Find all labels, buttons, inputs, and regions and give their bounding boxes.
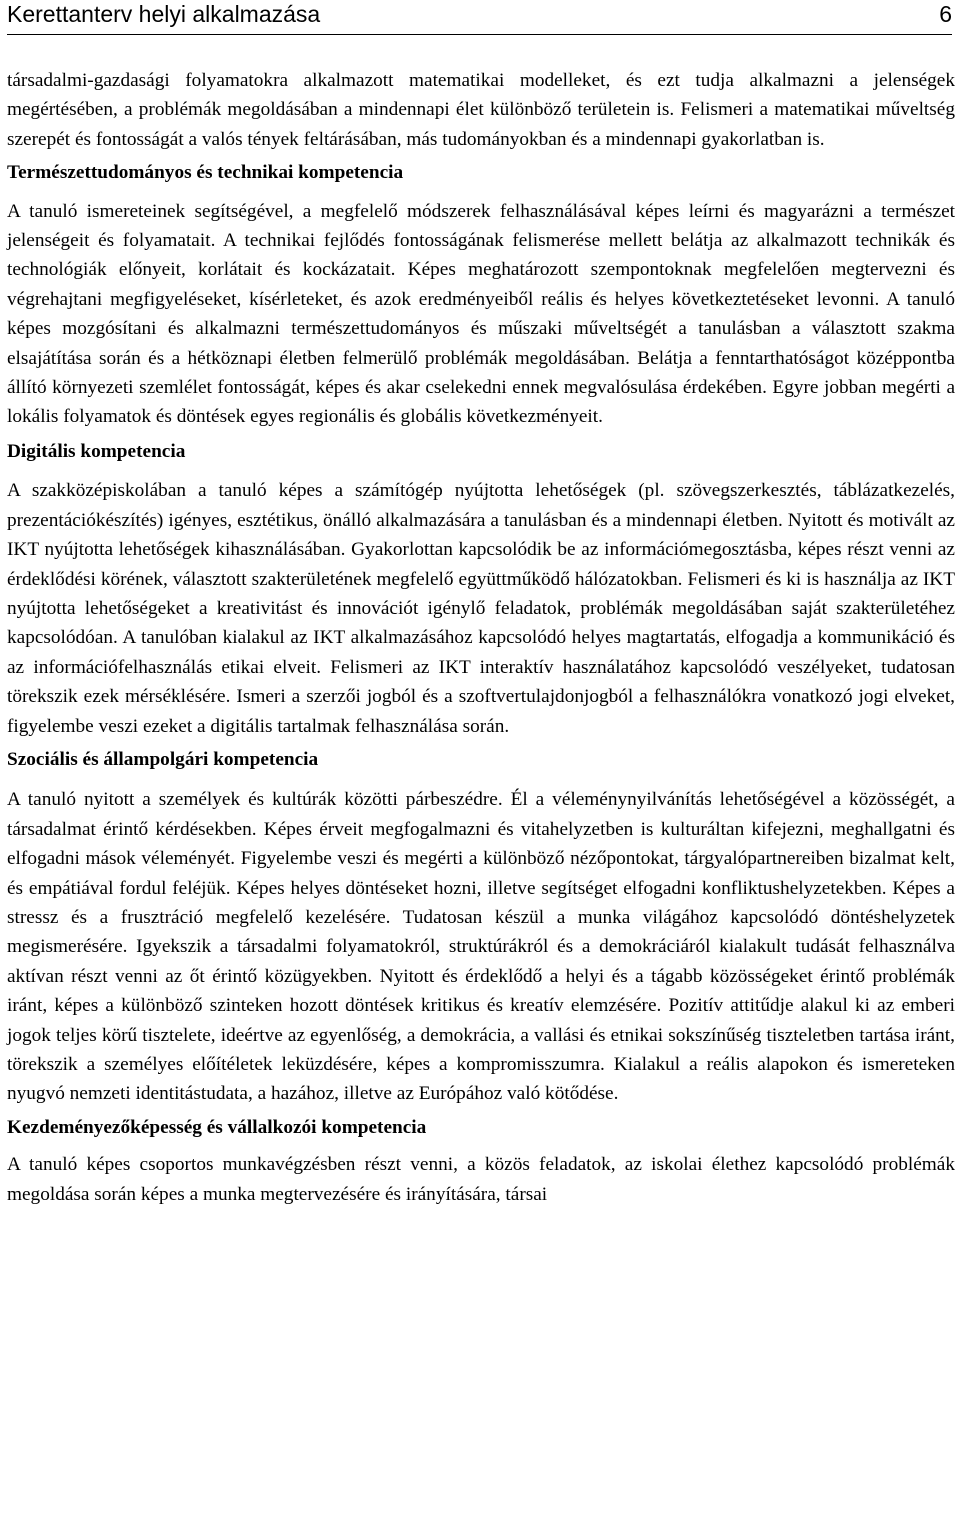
section-body-natural-science: A tanuló ismereteinek segítségével, a megfelelő módszerek felhasználásával képes leírni és magyarázni a természet jelenségeit és folyamatait. A technikai fejlődés fontosságának felismerése mellett belátja az alkalmazott technikák és technológiák előnyeit, korlátait és kockázatait. Képes meghatározott szempontoknak megfelelően megtervezni és végrehajtani megfigyeléseket, kísérleteket, és azok eredményeiből reális és helyes következtetéseket levonni. A tanuló képes mozgósítani és alkalmazni természettudományos és műszaki műveltségét a tanulásban a választott szakma elsajátítása során és a hétköznapi életben felmerülő problémák megoldásában. Belátja a fenntarthatóságot középpontba állító környezeti szemlélet fontosságát, képes és akar cselekedni ennek megvalósulása érdekében. Egyre jobban megérti a lokális folyamatok és döntések egyes regionális és globális következményeit.	[7, 200, 955, 428]
page-header	[7, 0, 952, 35]
page-number: 6	[939, 1, 952, 27]
section-heading-digital: Digitális kompetencia	[7, 440, 186, 462]
section-body-digital: A szakközépiskolában a tanuló képes a számítógép nyújtotta lehetőségek (pl. szövegszerkesztés, táblázatkezelés, prezentációkészítés) igényes, esztétikus, önálló alkalmazására a tanulásban és a mindennapi életben. Nyitott és motivált az IKT nyújtotta lehetőségek kihasználásában. Gyakorlottan kapcsolódik be az információmegosztásba, képes részt venni az érdeklődési körének, választott szakterületének megfelelő együttműködő hálózatokban. Felismeri és ki is használja az IKT nyújtotta lehetőségeket a kreativitást és innovációt igénylő feladatok, problémák megoldásában saját szakterületéhez kapcsolódóan. A tanulóban kialakul az IKT alkalmazásához kapcsolódó helyes magtartatás, elfogadja a kommunikáció és az információfelhasználás etikai elveit. Felismeri az IKT interaktív használatához kapcsolódó veszélyeket, tudatosan törekszik ezek mérséklésére. Ismeri a szerzői jogból és a szoftvertulajdonjogból a felhasználókra vonatkozó jogi elveket, figyelembe veszi ezeket a digitális tartalmak felhasználása során.	[7, 480, 955, 737]
document-body	[7, 66, 955, 1209]
section-body-social-civic: A tanuló nyitott a személyek és kultúrák közötti párbeszédre. Él a véleménynyilvánítás lehetőségével a közösségét, a társadalmat érintő kérdésekben. Képes érveit megfogalmazni és vitahelyzetben is kulturáltan kifejezni, meghallgatni és elfogadni mások véleményét. Figyelembe veszi és megérti a különböző nézőpontokat, tárgyalópartnereiben bizalmat kelt, és empátiával fordul feléjük. Képes helyes döntéseket hozni, illetve segítséget elfogadni konfliktushelyzetekben. Képes a stressz és a frusztráció megfelelő kezelésére. Tudatosan készül a munka világához kapcsolódó döntéshelyzetek megismerésére. Igyekszik a társadalmi folyamatokról, struktúrákról és a demokráciáról kialakult tudását felhasználva aktívan részt venni az őt érintő közügyekben. Nyitott és érdeklődő a helyi és a tágabb közösségeket érintő problémák iránt, képes a különböző szinteken hozott döntések kritikus és kreatív elemzésére. Pozitív attitűdje alakul ki az emberi jogok teljes körű tisztelete, ideértve az egyenlőség, a demokrácia, a vallási és etnikai sokszínűség tiszteletben tartása iránt, törekszik a személyes előítéletek leküzdésére, képes a kompromisszumra. Kialakul a reális alapokon és ismereteken nyugvó nemzeti identitástudata, a hazához, illetve az Európához való kötődése.	[7, 789, 955, 1105]
section-body-entrepreneurship: A tanuló képes csoportos munkavégzésben részt venni, a közös feladatok, az iskolai élethez kapcsolódó problémák megoldása során képes a munka megtervezésére és irányítására, társai	[7, 1154, 955, 1205]
section-heading-entrepreneurship: Kezdeményezőképesség és vállalkozói kompetencia	[7, 1116, 427, 1138]
section-heading-natural-science: Természettudományos és technikai kompetencia	[7, 162, 404, 184]
section-heading-social-civic: Szociális és állampolgári kompetencia	[7, 748, 319, 770]
document-title: Kerettanterv helyi alkalmazása	[7, 1, 321, 27]
intro-paragraph: társadalmi-gazdasági folyamatokra alkalmazott matematikai modelleket, és ezt tudja alkalmazni a jelenségek megértésében, a problémák megoldásában a mindennapi élet különböző területein is. Felismeri a matematikai műveltség szerepét és fontosságát a valós tények feltárásában, más tudományokban és a mindennapi gyakorlatban is.	[7, 70, 955, 150]
